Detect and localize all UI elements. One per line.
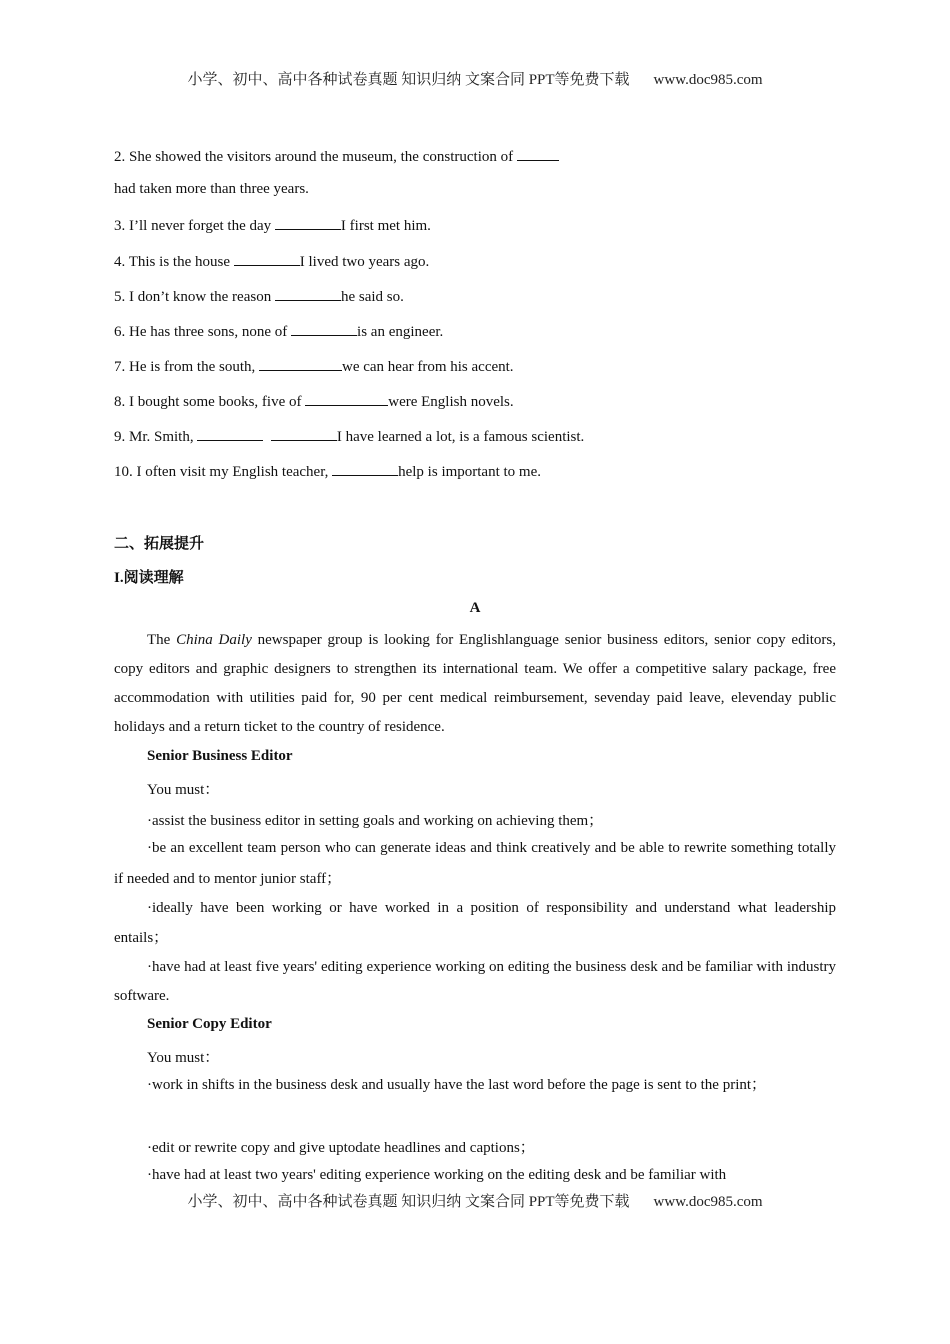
- q10-blank: [332, 461, 398, 476]
- role2-bullet-3: ·have had at least two years' editing experience working on the editing desk and be familiar with: [147, 1167, 727, 1183]
- q2-text: 2. She showed the visitors around the museum, the construction of: [114, 149, 517, 165]
- question-8: [114, 391, 514, 411]
- question-10: [114, 461, 541, 481]
- passage-label: A: [469, 600, 481, 616]
- q7-text: 7. He is from the south,: [114, 359, 259, 375]
- q10-text: 10. I often visit my English teacher,: [114, 464, 333, 480]
- q8-end: were English novels.: [388, 394, 514, 410]
- q7-blank: [259, 356, 342, 371]
- q10-end: help is important to me.: [398, 464, 542, 480]
- question-5: [114, 286, 404, 306]
- role2-title: Senior Copy Editor: [147, 1016, 272, 1032]
- q6-blank: [291, 321, 357, 336]
- q3-end: I first met him.: [340, 218, 431, 234]
- q7-end: we can hear from his accent.: [341, 359, 514, 375]
- question-6: [114, 321, 443, 341]
- passage-intro: [114, 626, 836, 742]
- footer-text: 小学、初中、高中各种试卷真题 知识归纳 文案合同 PPT等免费下载: [187, 1194, 630, 1210]
- q6-text: 6. He has three sons, none of: [114, 324, 292, 340]
- question-3: [114, 215, 431, 235]
- role1-bullet-2: ·be an excellent team person who can generate ideas and think creatively and be able to rewrite something totally if needed and to mentor junior staff；: [114, 840, 836, 887]
- q4-end: I lived two years ago.: [299, 254, 430, 270]
- question-4: [114, 251, 429, 271]
- section-title: 二、拓展提升: [114, 536, 205, 552]
- q9-end: I have learned a lot, is a famous scientist.: [336, 429, 585, 445]
- page-header: [0, 68, 950, 89]
- q9-text: 9. Mr. Smith,: [114, 429, 198, 445]
- page-footer: [0, 1190, 950, 1211]
- newspaper-name: China Daily: [176, 632, 252, 648]
- q5-end: he said so.: [340, 289, 404, 305]
- q4-blank: [234, 251, 300, 266]
- q8-text: 8. I bought some books, five of: [114, 394, 306, 410]
- footer-site: www.doc985.com: [653, 1194, 763, 1210]
- q8-blank: [305, 391, 388, 406]
- intro-start: The: [147, 632, 177, 648]
- q5-text: 5. I don’t know the reason: [114, 289, 275, 305]
- role1-bullet-1: ·assist the business editor in setting goals and working on achieving them；: [147, 813, 604, 829]
- role1-must: You must：: [147, 782, 220, 798]
- question-9: [114, 426, 584, 446]
- q3-blank: [275, 215, 341, 230]
- q2-blank: [517, 146, 559, 161]
- q6-end: is an engineer.: [357, 324, 444, 340]
- header-text: 小学、初中、高中各种试卷真题 知识归纳 文案合同 PPT等免费下载: [187, 72, 630, 88]
- question-7: [114, 356, 514, 376]
- question-2: [114, 146, 559, 166]
- role1-title: Senior Business Editor: [147, 748, 293, 764]
- role1-bullet-4: ·have had at least five years' editing experience working on editing the business desk and be familiar with industry software.: [114, 959, 836, 1004]
- intro-rest: newspaper group is looking for Englishlanguage senior business editors, senior copy editors, copy editors and graphic designers to strengthen its international team. We offer a competitive salary package, free accommodation with utilities paid for, 90 per cent medical reimbursement, sevenday paid leave, elevenday public holidays and a return ticket to the country of residence.: [114, 632, 837, 735]
- q3-text: 3. I’ll never forget the day: [114, 218, 275, 234]
- role2-bullet-1: ·work in shifts in the business desk and usually have the last word before the page is sent to the print；: [147, 1077, 767, 1093]
- q4-text: 4. This is the house: [114, 254, 234, 270]
- role1-bullet-3: ·ideally have been working or have worked in a position of responsibility and understand what leadership entails；: [114, 900, 836, 946]
- question-2-cont: had taken more than three years.: [114, 181, 309, 197]
- role2-bullet-2: ·edit or rewrite copy and give uptodate headlines and captions；: [147, 1140, 535, 1156]
- q5-blank: [275, 286, 341, 301]
- role2-must: You must：: [147, 1050, 220, 1066]
- section-subtitle: I.阅读理解: [114, 570, 184, 586]
- q9-blank-2: [271, 426, 337, 441]
- header-site: www.doc985.com: [653, 72, 763, 88]
- q9-blank-1: [197, 426, 263, 441]
